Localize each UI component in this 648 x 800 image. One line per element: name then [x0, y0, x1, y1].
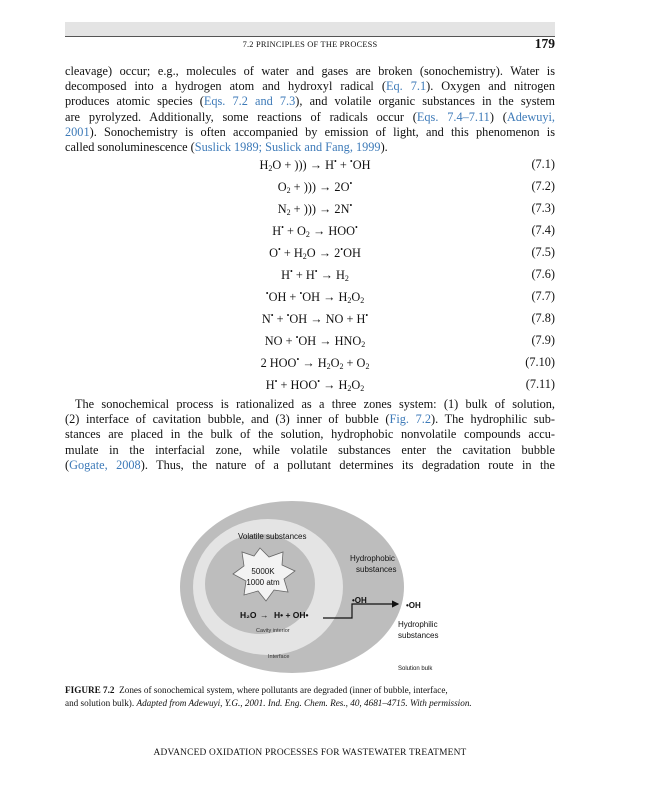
hydrophilic-label-line-2: substances — [398, 631, 439, 640]
intro-line-1: cleavage) occur; e.g., molecules of water and gases are broken (sonochemistry). Water is — [65, 64, 555, 78]
pressure-label: 1000 atm — [246, 578, 280, 587]
body-line-1: The sonochemical process is rationalized as a three zones system: (1) bulk of solution, — [75, 397, 555, 411]
equation-7-6 — [65, 267, 555, 289]
body-line-3: stances are placed in the bulk of the solution, hydrophobic nonvolatile compounds accu- — [65, 427, 555, 442]
equation-7-5-formula: $O^• + H_2O \to 2^•OH$ — [269, 245, 361, 261]
equation-7-2-formula: $O_2$ + ))) → 2O• — [277, 179, 353, 195]
caption-line-2 — [65, 697, 555, 710]
equation-7-3 — [65, 201, 555, 223]
intro-line-6: called sonoluminescence (Suslick 1989; Suslick and Fang, 1999). — [65, 140, 388, 155]
running-title: 7.2 PRINCIPLES OF THE PROCESS — [242, 40, 378, 49]
oh-radical-interface: •OH — [352, 596, 367, 605]
equation-7-8-number: (7.8) — [531, 311, 555, 325]
equation-7-2 — [65, 179, 555, 201]
equation-7-2-number: (7.2) — [531, 179, 555, 193]
ref-gogate[interactable]: Gogate, 2008 — [69, 457, 141, 472]
intro-paragraph — [65, 64, 555, 155]
equation-7-3-number: (7.3) — [531, 201, 555, 215]
equation-7-10-number: (7.10) — [525, 355, 555, 369]
equation-7-4-formula: $H^• + O_2 \to HOO^•$ — [272, 223, 358, 239]
reaction-arrow: → — [260, 610, 269, 620]
equation-7-9 — [65, 333, 555, 355]
oh-radical-bulk: •OH — [406, 601, 421, 610]
ref-eqs-7-4-7-11[interactable]: Eqs. 7.4–7.11 — [416, 109, 490, 124]
equation-7-10 — [65, 355, 555, 377]
page-number: 179 — [534, 36, 555, 51]
temperature-label: 5000K — [251, 567, 275, 576]
equation-7-7-formula: $^•OH + ^•OH \to H_2O_2$ — [265, 289, 365, 305]
equation-7-1-formula: $H_2O$ + ))) → H• + •OH — [259, 157, 371, 173]
equation-7-9-formula: NO + $^•OH \to HNO_2$ — [264, 333, 366, 349]
equation-7-1-number: (7.1) — [531, 157, 555, 171]
hydrophobic-label-line-2: substances — [356, 565, 397, 574]
header-shade-bar — [65, 22, 555, 36]
equation-7-6-number: (7.6) — [531, 267, 555, 281]
solution-bulk-label: Solution bulk — [398, 666, 433, 672]
ref-fig-7-2[interactable]: Fig. 7.2 — [389, 412, 432, 427]
caption-text: Zones of sonochemical system, where pollutants are degraded (inner of bubble, interface, — [119, 685, 448, 695]
figure-caption — [65, 684, 555, 710]
ref-eq-7-1[interactable]: Eq. 7.1 — [385, 79, 427, 94]
intro-line-3: produces atomic species (Eqs. 7.2 and 7.3), and volatile organic substances in the system — [65, 94, 555, 109]
running-footer: ADVANCED OXIDATION PROCESSES FOR WASTEWATER TREATMENT — [153, 748, 467, 758]
reaction-products: H• + OH• — [274, 610, 309, 620]
equation-7-11-number: (7.11) — [525, 377, 555, 391]
ref-suslick[interactable]: Suslick 1989; Suslick and Fang, 1999 — [194, 140, 381, 155]
caption-line-1 — [65, 684, 555, 697]
equation-7-7-number: (7.7) — [531, 289, 555, 303]
interface-label: Interface — [268, 654, 290, 660]
reaction-reactant: H₂O — [240, 610, 257, 620]
equation-7-5 — [65, 245, 555, 267]
equation-7-6-formula: $H^• + H^• \to H_2$ — [281, 267, 349, 283]
caption-text-2: and solution bulk). — [65, 698, 135, 708]
intro-line-5: 2001). Sonochemistry is often accompanied by emission of light, and this phenomenon is — [65, 124, 555, 139]
equation-7-10-formula: 2 $HOO^• \to H_2O_2 + O_2$ — [260, 355, 370, 371]
equation-7-11-formula: $H^• + HOO^• \to H_2O_2$ — [265, 377, 365, 393]
caption-label: FIGURE 7.2 — [65, 685, 115, 695]
hydrophobic-label-line-1: Hydrophobic — [350, 554, 395, 563]
equation-7-3-formula: $N_2$ + ))) → 2N• — [277, 201, 353, 217]
hydrophilic-label-line-1: Hydrophilic — [398, 620, 438, 629]
equation-7-8-formula: N• + •OH → NO + H• — [261, 311, 369, 326]
equation-7-4 — [65, 223, 555, 245]
header-rule — [65, 36, 555, 37]
ref-eqs-7-2-7-3[interactable]: Eqs. 7.2 and 7.3 — [203, 94, 296, 109]
cavity-interior-label: Cavity interior — [256, 628, 290, 634]
ref-adewuyi[interactable]: Adewuyi, — [506, 109, 555, 124]
body-paragraph — [65, 397, 555, 473]
equation-7-8 — [65, 311, 555, 333]
intro-line-4: are pyrolyzed. Additionally, some reactions of radicals occur (Eqs. 7.4–7.11) (Adewuyi, — [65, 109, 555, 124]
equation-7-5-number: (7.5) — [531, 245, 555, 259]
equation-7-7 — [65, 289, 555, 311]
figure-7-2 — [180, 486, 470, 676]
sonochemical-zones-diagram — [180, 486, 470, 676]
ref-adewuyi-year[interactable]: 2001 — [65, 124, 90, 139]
body-line-2: (2) interface of cavitation bubble, and (3) inner of bubble (Fig. 7.2). The hydrophilic sub- — [65, 412, 555, 427]
body-line-4: mulate in the interfacial zone, while volatile substances enter the cavitation bubble — [65, 442, 555, 457]
intro-line-2: decomposed into a hydrogen atom and hydroxyl radical (Eq. 7.1). Oxygen and nitrogen — [65, 79, 556, 94]
equation-7-1 — [65, 157, 555, 179]
caption-source: Adapted from Adewuyi, Y.G., 2001. Ind. Eng. Chem. Res., 40, 4681–4715. With permission. — [136, 698, 472, 708]
equation-7-4-number: (7.4) — [531, 223, 555, 237]
body-line-5: (Gogate, 2008). Thus, the nature of a pollutant determines its degradation route in the — [65, 457, 555, 472]
equation-7-11 — [65, 377, 555, 399]
volatile-substances-label: Volatile substances — [238, 532, 307, 541]
equation-7-9-number: (7.9) — [531, 333, 555, 347]
